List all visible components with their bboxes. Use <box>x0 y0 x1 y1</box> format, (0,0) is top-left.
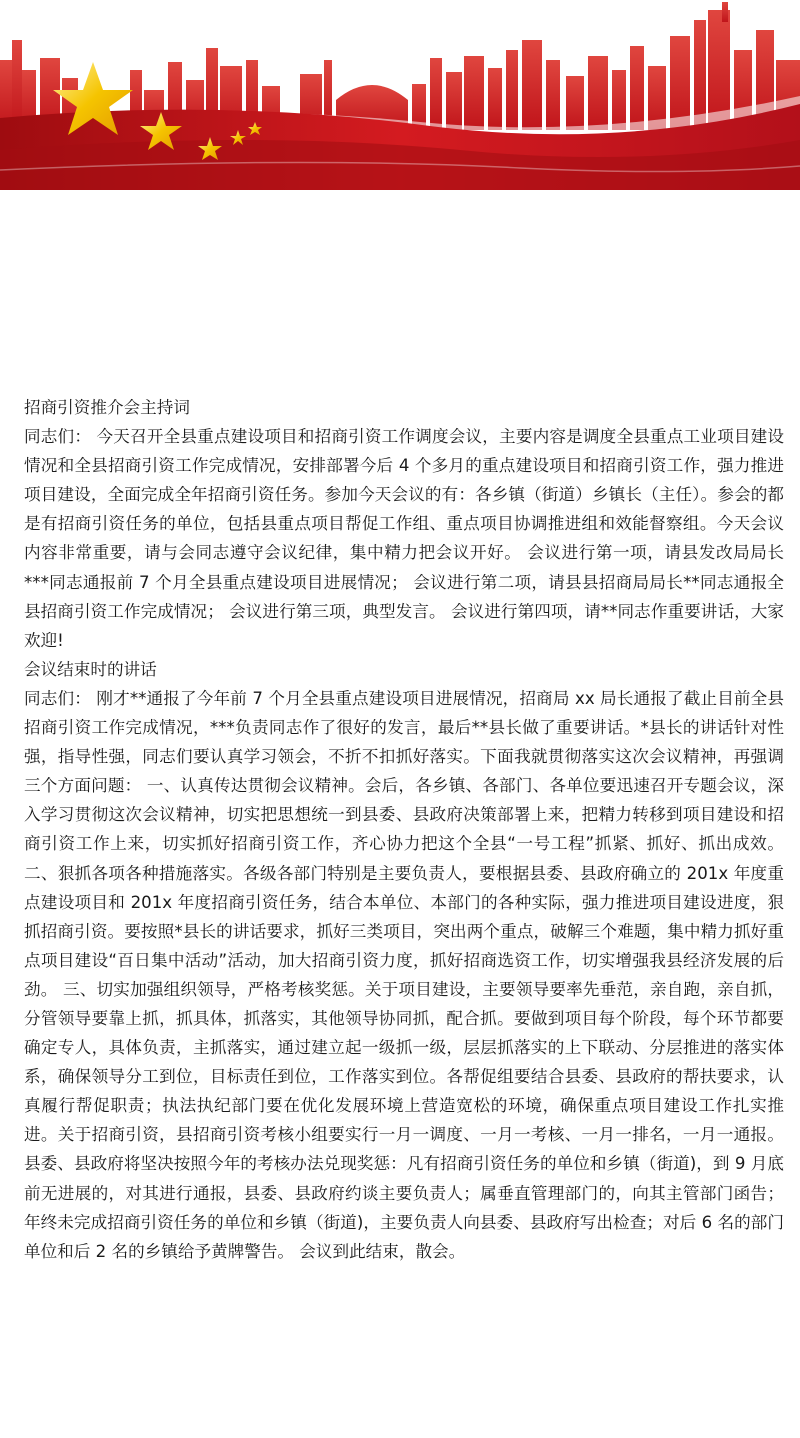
paragraph: 同志们： 今天召开全县重点建设项目和招商引资工作调度会议，主要内容是调度全县重点工业项目建设情况和全县招商引资工作完成情况，安排部署今后 4 个多月的重点建设项目和招商引资工作，强力推进项目建设，全面完成全年招商引资任务。参加今天会议的有：各乡镇（街道）乡镇长（主任）。参会的都是有招商引资任务的单位，包括县重点项目帮促工作组、重点项目协调推进组和效能督察组。今天会议内容非常重要，请与会同志遵守会议纪律，集中精力把会议开好。 会议进行第一项，请县发改局局长***同志通报前 7 个月全县重点建设项目进展情况； 会议进行第二项，请县县招商局局长**同志通报全县招商引资工作完成情况； 会议进行第三项，典型发言。 会议进行第四项，请**同志作重要讲话，大家欢迎! <box>24 427 784 650</box>
section-title: 招商引资推介会主持词 <box>24 398 190 417</box>
header-banner <box>0 0 800 190</box>
section-title: 会议结束时的讲话 <box>24 659 157 679</box>
paragraph: 同志们： 刚才**通报了今年前 7 个月全县重点建设项目进展情况，招商局 xx 局长通报了截止目前全县招商引资工作完成情况，***负责同志作了很好的发言，最后**县长做了重要讲话。*县长的讲话针对性强，指导性强，同志们要认真学习领会，不折不扣抓好落实。下面我就贯彻落实这次会议精神，再强调三个方面问题： 一、认真传达贯彻会议精神。会后，各乡镇、各部门、各单位要迅速召开专题会议，深入学习贯彻这次会议精神，切实把思想统一到县委、县政府决策部署上来，把精力转移到项目建设和招商引资工作上来，切实抓好招商引资工作，齐心协力把这个全县“一号工程”抓紧、抓好、抓出成效。 二、狠抓各项各种措施落实。各级各部门特别是主要负责人，要根据县委、县政府确立的 201x 年度重点建设项目和 201x 年度招商引资任务，结合本单位、本部门的各种实际，强力推进项目建设进度，狠抓招商引资。要按照*县长的讲话要求，抓好三类项目，突出两个重点，破解三个难题，集中精力抓好重点项目建设“百日集中活动”活动，加大招商引资力度，抓好招商选资工作，切实增强我县经济发展的后劲。 三、切实加强组织领导，严格考核奖惩。关于项目建设，主要领导要率先垂范，亲自跑，亲自抓，分管领导要靠上抓，抓具体，抓落实，其他领导协同抓，配合抓。要做到项目每个阶段，每个环节都要确定专人，具体负责，主抓落实，通过建立起一级抓一级，层层抓落实的上下联动、分层推进的落实体系，确保领导分工到位，目标责任到位，工作落实到位。各帮促组要结合县委、县政府的帮扶要求，认真履行帮促职责；执法执纪部门要在优化发展环境上营造宽松的环境，确保重点项目建设工作扎实推进。关于招商引资，县招商引资考核小组要实行一月一调度、一月一考核、一月一排名，一月一通报。县委、县政府将坚决按照今年的考核办法兑现奖惩：凡有招商引资任务的单位和乡镇（街道)，到 9 月底前无进展的，对其进行通报，县委、县政府约谈主要负责人；属垂直管理部门的，向其主管部门函告；年终未完成招商引资任务的单位和乡镇（街道)，主要负责人向县委、县政府写出检查；对后 6 名的部门单位和后 2 名的乡镇给予黄牌警告。 会议到此结束，散会。 <box>24 688 784 1261</box>
banner-graphic <box>0 0 800 190</box>
document-body <box>24 393 784 1266</box>
